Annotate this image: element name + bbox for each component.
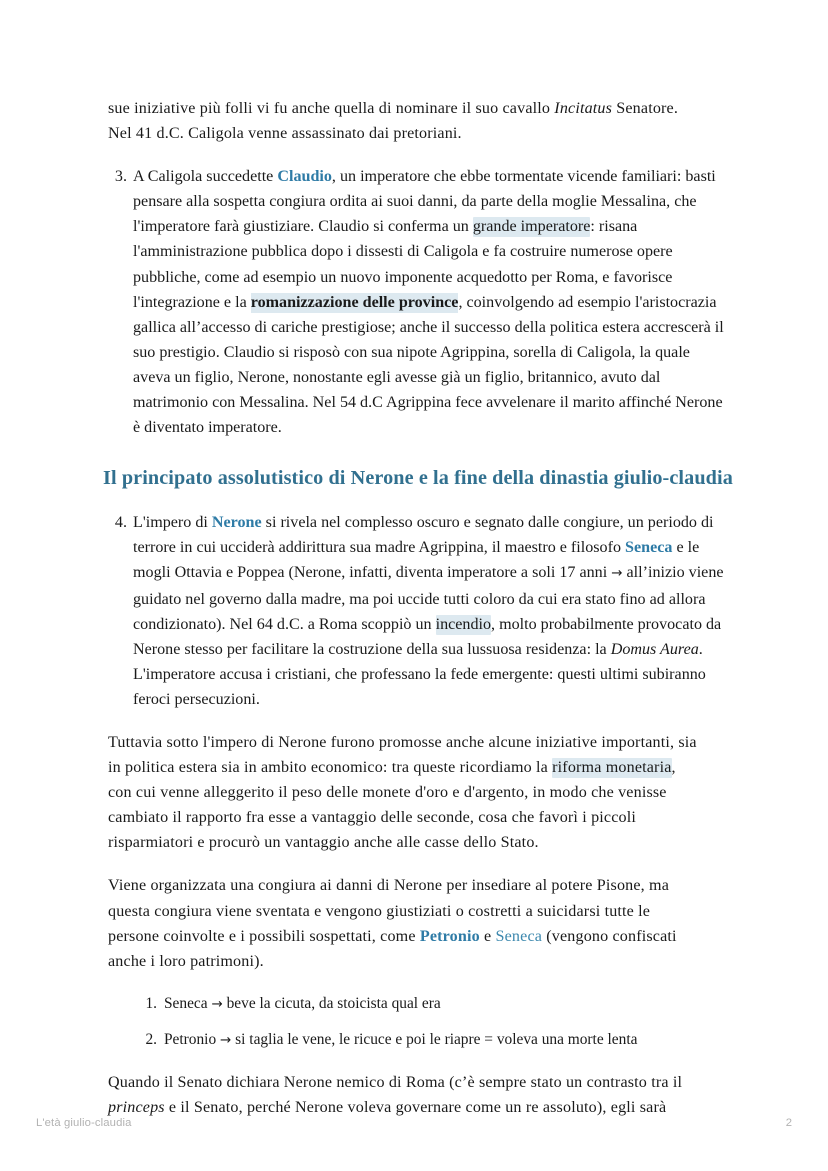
list-item-3 [108,164,728,440]
incitatus-italic: Incitatus [554,100,613,117]
claudio-text-3: : risana l'amministrazione pubblica dopo i dissesti di Caligola e fa costruire numerose opere pubbliche, come ad esempio un nuovo imponente acquedotto per Roma, e favorisce l'integrazione e la [133,218,673,311]
nerone-text-2: si rivela nel complesso oscuro e segnato dalle congiure, un periodo di terrore in cui ucciderà addirittura sua madre Agrippina, il maestro e filosofo [133,514,714,557]
nerone-text-1: L'impero di [133,514,212,532]
document-body [103,96,733,1120]
spacer [108,492,728,510]
numbered-list-nerone [108,510,728,712]
section-heading: Il principato assolutistico di Nerone e la fine della dinastia giulio-claudia [103,467,733,490]
highlight-romanizzazione: romanizzazione delle province [250,293,459,311]
claudio-text-4: , coinvolgendo ad esempio l'aristocrazia gallica all’accesso di cariche prestigiose; anche il successo della politica estera accrescerà il suo prestigio. Claudio si risposò con sua nipote Agrippina, sorella di Caligola, la quale aveva un figlio, Nerone, nonostante egli avesse già un figlio, britannico, avuto dal matrimonio con Messalina. Nel 54 d.C Agrippina fece avvelenare il marito affinché Nerone è diventato imperatore. [133,293,724,437]
claudio-text-2: , un imperatore che ebbe tormentate vicende familiari: basti pensare alla sospetta congiura ordita ai suoi danni, da parte della moglie Messalina, che l'imperatore farà giustiziare. Claudio si conferma un [133,168,716,236]
page-footer [0,1079,828,1171]
arrow-icon: → [611,565,623,582]
nerone-text-4: all’inizio viene guidato nel governo dalla madre, ma poi uccide tutti coloro da cui era stato fino ad allora condizionato). Nel 64 d.C. a Roma scoppiò un [133,564,724,633]
senato-text-1: Quando il Senato dichiara Nerone nemico di Roma (c’è sempre stato un contrasto tra il [108,1073,683,1091]
sublist-text-petronio: si taglia le vene, le ricuce e poi le riapre = voleva una morte lenta [231,1030,638,1048]
sublist-item-1-body [164,995,441,1012]
nerone-text-6: . L'imperatore accusa i cristiani, che professano la fede emergente: questi ultimi subiranno feroci persecuzioni. [133,640,706,708]
princeps-italic: princeps [108,1098,165,1116]
congiura-text-3: (vengono confiscati anche i loro patrimoni). [108,927,677,970]
keyword-claudio: Claudio [277,168,332,186]
list-item-4 [108,510,728,712]
sublist-text-seneca: beve la cicuta, da stoicista qual era [222,994,441,1012]
footer-document-title: L'età giulio-claudia [36,1117,132,1129]
congiura-text-1: Viene organizzata una congiura ai danni di Nerone per insediare al potere Pisone, ma questa congiura viene sventata e vengono giustiziati o costretti a suicidarsi tutte le persone coinvolte e i possibili sospettati, come [108,877,670,945]
arrow-icon: → [220,1031,232,1048]
paragraph-tuttavia [108,730,703,855]
nerone-text-3: e le mogli Ottavia e Poppea (Nerone, infatti, diventa imperatore a soli 17 anni [133,539,700,582]
continuation-paragraph [108,96,703,146]
list-marker-4: 4. [114,514,127,532]
spacer [108,440,728,464]
spacer [108,855,728,873]
sublist-item-2-body [164,1031,637,1048]
sublist-name-seneca: Seneca [164,994,208,1012]
numbered-list-claudio [108,164,728,440]
sublist-item-petronio [138,1028,728,1052]
sublist-morti [138,992,728,1052]
arrow-icon: → [211,995,223,1012]
highlight-grande-imperatore: grande imperatore [472,218,591,236]
keyword-petronio: Petronio [419,927,480,945]
footer-content [36,1117,792,1129]
nerone-text-5: , molto probabilmente provocato da Nerone stesso per facilitare la costruzione della sua lussuosa residenza: la [133,615,722,658]
continuation-text-2: Senatore. Nel 41 d.C. Caligola venne assassinato dai pretoriani. [108,100,679,143]
list-item-3-body [133,168,724,436]
sublist-marker-2: 2. [145,1030,157,1048]
list-item-4-body [133,514,724,708]
spacer [108,712,728,730]
claudio-text-1: A Caligola succedette [133,168,278,186]
highlight-riforma-monetaria: riforma monetaria [552,759,672,777]
spacer [108,974,728,992]
tuttavia-text-2: , con cui venne alleggerito il peso delle monete d'oro e d'argento, in modo che venisse cambiato il rapporto fra esse a vantaggio delle seconde, cosa che favorì i piccoli risparmiatori e procurò un vantaggio anche alle casse dello Stato. [108,759,676,852]
tuttavia-text-1: Tuttavia sotto l'impero di Nerone furono promosse anche alcune iniziative importanti, sia in politica estera sia in ambito economico: tra queste ricordiamo la [108,733,697,777]
domus-aurea-italic: Domus Aurea [610,640,699,658]
paragraph-congiura [108,873,703,973]
congiura-text-2: e [479,927,496,945]
senato-text-2: e il Senato, perché Nerone voleva governare come un re assoluto), egli sarà [164,1098,667,1116]
sublist-marker-1: 1. [145,994,157,1012]
continuation-text-1: sue iniziative più folli vi fu anche quella di nominare il suo cavallo [108,100,555,117]
sublist-item-seneca [138,992,728,1016]
keyword-nerone: Nerone [211,514,262,532]
footer-page-number: 2 [785,1117,792,1129]
spacer [108,1052,728,1070]
list-marker-3: 3. [114,168,127,186]
spacer [108,146,728,164]
keyword-seneca-2: Seneca [495,927,543,945]
sublist-name-petronio: Petronio [164,1030,217,1048]
keyword-seneca: Seneca [625,539,673,557]
highlight-incendio: incendio [435,615,492,633]
